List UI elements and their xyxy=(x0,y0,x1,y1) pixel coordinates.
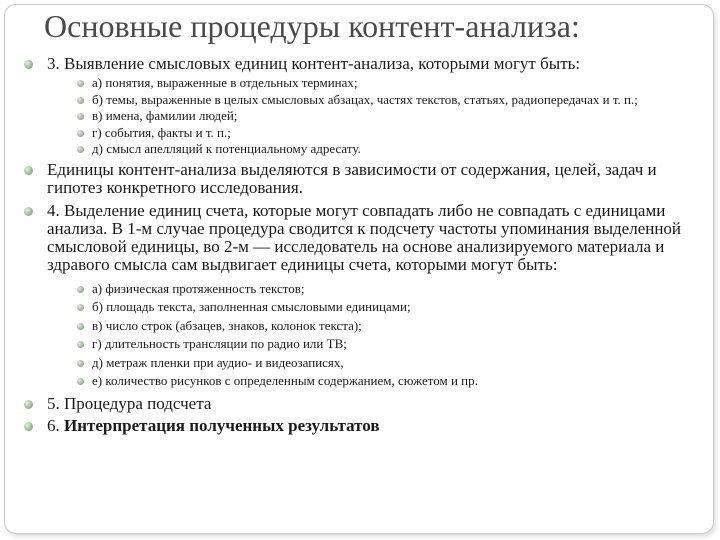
sub-item-text: а) физическая протяженность текстов; xyxy=(92,280,305,296)
sub-item-text: е) количество рисунков с определенным содержанием, сюжетом и пр. xyxy=(92,373,478,388)
bullet-icon xyxy=(77,304,84,311)
bullet-icon xyxy=(77,113,84,120)
slide-title: Основные процедуры контент-анализа: xyxy=(44,8,580,44)
sub-item-text: в) число строк (абзацев, знаков, колонок текста); xyxy=(92,317,362,333)
item-text: 3. Выявление смысловых единиц контент-анализа, которыми могут быть: xyxy=(47,54,581,73)
sub-list-item xyxy=(0,126,720,141)
sub-list-item xyxy=(0,374,720,389)
bullet-icon xyxy=(24,207,33,216)
bullet-icon xyxy=(77,360,84,367)
sub-item-text: б) темы, выраженные в целых смысловых абзацах, частях текстов, статьях, радиопередачах и т. п.; xyxy=(92,91,638,107)
sub-item-text: в) имена, фамилии людей; xyxy=(92,108,238,123)
bullet-icon xyxy=(77,97,84,104)
item-bold-text: Интерпретация полученных результатов xyxy=(64,415,380,435)
sub-list-item xyxy=(0,300,720,315)
sub-item-text: г) длительность трансляции по радио или ТВ; xyxy=(92,336,347,351)
bullet-icon xyxy=(77,80,84,87)
item-prefix: 6. xyxy=(47,415,64,435)
bullet-list xyxy=(0,55,720,435)
bullet-icon xyxy=(77,341,84,348)
list-item xyxy=(0,395,720,413)
bullet-icon xyxy=(77,130,84,137)
bullet-icon xyxy=(24,166,33,175)
bullet-icon xyxy=(77,146,84,153)
list-item xyxy=(0,161,720,197)
sub-item-text: д) метраж пленки при аудио- и видеозаписях, xyxy=(92,354,344,370)
sub-list-item xyxy=(0,319,720,334)
sub-list-item xyxy=(0,93,720,108)
sub-list-item xyxy=(0,356,720,371)
sub-item-text: г) события, факты и т. п.; xyxy=(92,124,231,140)
bullet-icon xyxy=(24,400,33,409)
sub-item-text: б) площадь текста, заполненная смысловыми единицами; xyxy=(92,299,411,314)
item-text: Единицы контент-анализа выделяются в зависимости от содержания, целей, задач и гипотез конкретного исследования. xyxy=(47,159,657,197)
bullet-icon xyxy=(77,286,84,293)
sub-item-text: а) понятия, выраженные в отдельных терминах; xyxy=(92,75,358,90)
list-item xyxy=(0,202,720,274)
item-text: 4. Выделение единиц счета, которые могут совпадать либо не совпадать с единицами анализа. В 1-м случае процедура сводится к подсчету частоты упоминания выделенной смысловой единицы, во 2-м — исследователь на основе анализируемого материала и здравого смысла сам выдвигает единицы счета, которыми могут быть: xyxy=(47,200,682,274)
list-item xyxy=(0,55,720,73)
item-text: 5. Процедура подсчета xyxy=(47,393,212,413)
bullet-icon xyxy=(77,323,84,330)
sub-list-item xyxy=(0,337,720,352)
sub-list-item xyxy=(0,76,720,91)
bullet-icon xyxy=(24,422,33,431)
sub-item-text: д) смысл апелляций к потенциальному адресату. xyxy=(92,141,361,156)
sub-list-item xyxy=(0,282,720,297)
sub-list-item xyxy=(0,109,720,124)
bullet-icon xyxy=(77,378,84,385)
bullet-icon xyxy=(24,60,33,69)
list-item xyxy=(0,417,720,435)
sub-list-item xyxy=(0,142,720,157)
